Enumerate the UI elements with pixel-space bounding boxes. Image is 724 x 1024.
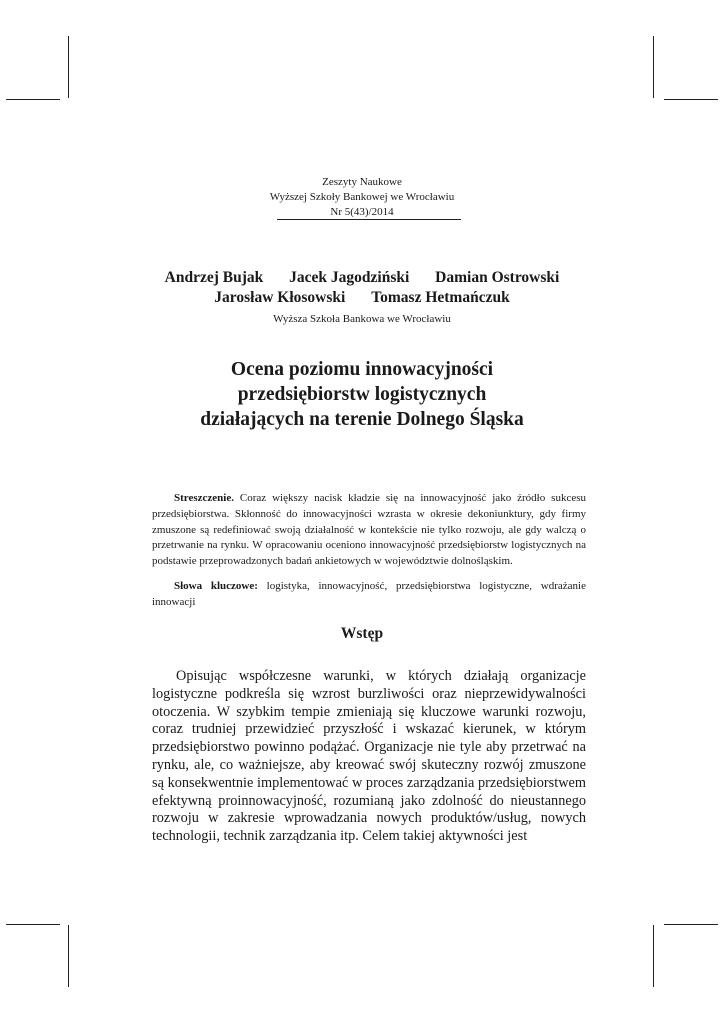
crop-mark-bottom-right-horizontal bbox=[664, 924, 718, 925]
paper-title bbox=[0, 357, 724, 432]
author-row-1 bbox=[0, 268, 724, 288]
crop-mark-bottom-right-vertical bbox=[653, 925, 654, 987]
keywords-paragraph bbox=[152, 579, 586, 611]
journal-header bbox=[0, 175, 724, 220]
author-row-2 bbox=[0, 288, 724, 308]
title-line: działających na terenie Dolnego Śląska bbox=[200, 409, 524, 430]
author-name: Andrzej Bujak bbox=[164, 269, 264, 286]
author-name: Jarosław Kłosowski bbox=[214, 289, 346, 306]
keywords-text: logistyka, innowacyjność, przedsiębiorstwa logistyczne, wdrażanie innowacji bbox=[152, 579, 586, 608]
author-name: Jacek Jagodziński bbox=[289, 269, 410, 286]
title-line: przedsiębiorstw logistycznych bbox=[237, 384, 487, 405]
journal-name: Zeszyty Naukowe bbox=[322, 176, 402, 188]
body-text bbox=[152, 668, 586, 846]
abstract-label: Streszczenie. bbox=[174, 492, 234, 504]
author-name: Damian Ostrowski bbox=[435, 269, 560, 286]
abstract-block bbox=[152, 491, 586, 611]
crop-mark-bottom-left-vertical bbox=[68, 925, 69, 987]
author-name: Tomasz Hetmańczuk bbox=[371, 289, 510, 306]
journal-issue: Nr 5(43)/2014 bbox=[330, 206, 394, 218]
crop-mark-top-right-vertical bbox=[653, 36, 654, 98]
journal-publisher: Wyższej Szkoły Bankowej we Wrocławiu bbox=[269, 191, 455, 203]
section-heading: Wstęp bbox=[340, 625, 384, 642]
title-line: Ocena poziomu innowacyjności bbox=[230, 359, 494, 380]
author-affiliation: Wyższa Szkoła Bankowa we Wrocławiu bbox=[273, 313, 451, 325]
abstract-paragraph bbox=[152, 491, 586, 570]
abstract-text: Coraz większy nacisk kładzie się na innowacyjność jako źródło sukcesu przedsiębiorstwa. Skłonność do innowacyjności wzrasta w okresie dekoniunktury, gdy firmy zmuszone są redefiniować swoją działalność w kontekście nie tylko rozwoju, ale gdy walczą o przetrwanie na rynku. W opracowaniu oceniono innowacyjność przedsiębiorstw logistycznych na podstawie przeprowadzonych badań ankietowych w województwie dolnośląskim. bbox=[152, 492, 586, 568]
crop-mark-top-left-horizontal bbox=[6, 99, 60, 100]
crop-mark-top-left-vertical bbox=[68, 36, 69, 98]
author-list bbox=[0, 268, 724, 308]
keywords-label: Słowa kluczowe: bbox=[174, 579, 258, 592]
crop-mark-bottom-left-horizontal bbox=[6, 924, 60, 925]
journal-header-rule bbox=[277, 219, 461, 220]
crop-mark-top-right-horizontal bbox=[664, 99, 718, 100]
body-paragraph: Opisując współczesne warunki, w których działają organizacje logistyczne podkreśla się wzrost burzliwości oraz nieprzewidywalności otoczenia. W szybkim tempie zmieniają się kluczowe warunki rozwoju, coraz trudniej przewidzieć przyszłość i wskazać kierunek, w którym przedsiębiorstwo powinno podążać. Organizacje nie tyle aby przetrwać na rynku, ale, co ważniejsze, aby kreować swój skuteczny rozwój zmuszone są konsekwentnie implementować w proces zarządzania przedsiębiorstwem efektywną proinnowacyjność, rozumianą jako zdolność do nieustannego rozwoju w zakresie wprowadzania nowych produktów/usług, nowych technologii, technik zarządzania itp. Celem takiej aktywności jest bbox=[152, 668, 586, 845]
